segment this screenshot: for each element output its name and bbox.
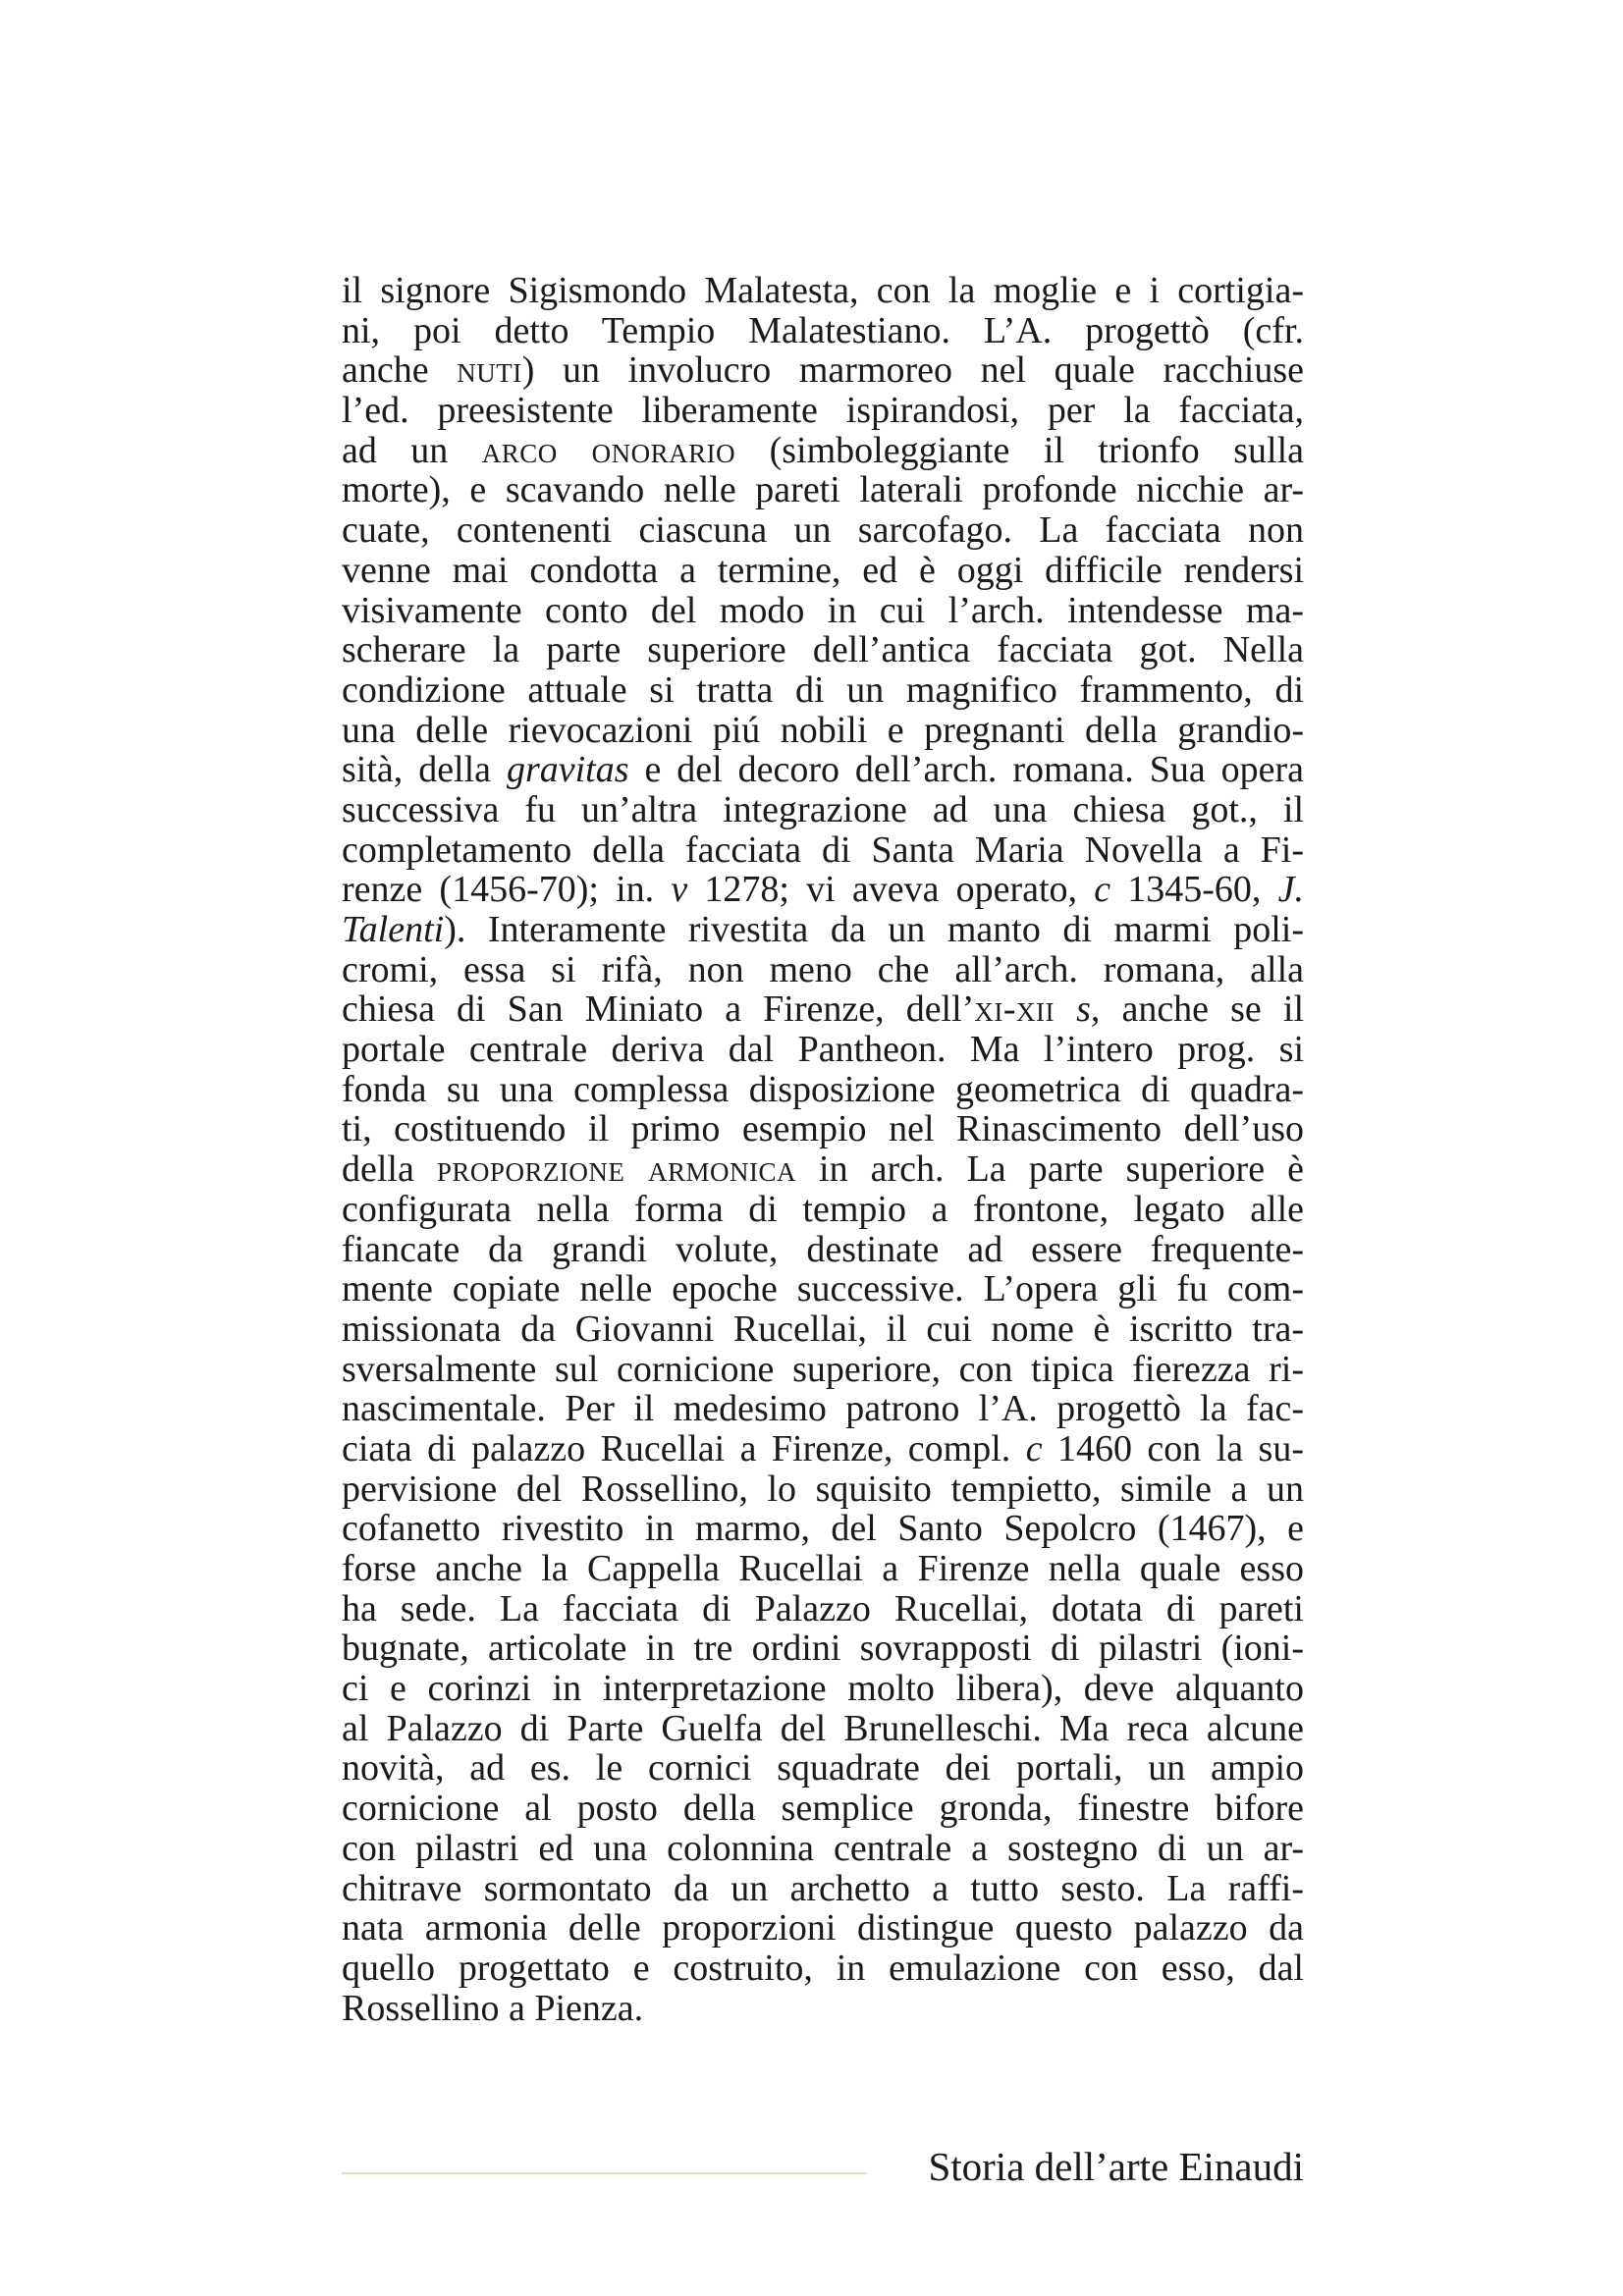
body-text <box>342 271 1304 2028</box>
text-segment: Rossellino a Pienza. <box>342 1987 644 2029</box>
text-segment: condizione attuale si tratta di un magnifico frammento, di <box>342 668 1304 711</box>
text-line <box>342 1190 1304 1230</box>
text-segment: novità, ad es. le cornici squadrate dei portali, un ampio <box>342 1747 1304 1789</box>
text-segment: l’ed. preesistente liberamente ispirandosi, per la facciata, <box>342 390 1304 432</box>
text-line <box>342 1149 1304 1190</box>
text-segment: sità, della <box>342 749 507 791</box>
text-segment: s <box>1076 988 1091 1031</box>
text-line <box>342 910 1304 950</box>
text-line <box>342 950 1304 990</box>
footer-rule <box>342 2172 867 2174</box>
text-segment: proporzione armonica <box>436 1148 796 1191</box>
footer-title: Storia dell’arte Einaudi <box>928 2144 1304 2189</box>
text-segment: della <box>342 1148 437 1191</box>
text-line <box>342 1109 1304 1149</box>
text-segment: ). Interamente rivestita da un manto di marmi poli- <box>444 909 1304 950</box>
text-segment: , anche se il <box>1090 988 1305 1031</box>
text-segment: (simboleggiante il trionfo sulla <box>735 429 1304 471</box>
text-line <box>342 870 1304 910</box>
text-line <box>342 1829 1304 1869</box>
text-line <box>342 1989 1304 2029</box>
text-line <box>342 510 1304 551</box>
text-line <box>342 1549 1304 1589</box>
text-segment: completamento della facciata di Santa Maria Novella a Fi- <box>342 828 1304 871</box>
text-segment: configurata nella forma di tempio a frontone, legato alle <box>342 1188 1304 1230</box>
text-segment: il signore Sigismondo Malatesta, con la moglie e i cortigia- <box>342 270 1304 311</box>
text-line <box>342 350 1304 391</box>
text-line <box>342 1789 1304 1829</box>
text-line <box>342 1589 1304 1629</box>
text-segment: una delle rievocazioni piú nobili e pregnanti della grandio- <box>342 709 1304 751</box>
text-line <box>342 790 1304 830</box>
text-segment: pervisione del Rossellino, lo squisito tempietto, simile a un <box>342 1468 1304 1510</box>
text-segment: v <box>671 869 688 911</box>
text-line <box>342 391 1304 431</box>
text-line <box>342 1309 1304 1350</box>
text-line <box>342 750 1304 790</box>
text-segment: 1278; vi aveva operato, <box>687 869 1095 911</box>
text-segment: gravitas <box>506 749 629 791</box>
text-segment: fonda su una complessa disposizione geometrica di quadra- <box>342 1068 1304 1110</box>
text-segment: venne mai condotta a termine, ed è oggi difficile rendersi <box>342 549 1304 591</box>
text-line <box>342 1269 1304 1309</box>
text-line <box>342 830 1304 871</box>
text-segment: ha sede. La facciata di Palazzo Rucellai, dotata di pareti <box>342 1587 1304 1629</box>
text-line <box>342 1429 1304 1469</box>
text-segment: 1345-60, <box>1110 869 1278 911</box>
text-line <box>342 711 1304 751</box>
text-segment: nata armonia delle proporzioni distingue questo palazzo da <box>342 1907 1304 1949</box>
text-segment: ciata di palazzo Rucellai a Firenze, compl. <box>342 1427 1026 1469</box>
text-line <box>342 1869 1304 1909</box>
text-segment: scherare la parte superiore dell’antica facciata got. Nella <box>342 629 1304 671</box>
text-segment: cuate, contenenti ciascuna un sarcofago. La facciata non <box>342 509 1304 552</box>
text-segment: visivamente conto del modo in cui l’arch. intendesse ma- <box>342 589 1304 631</box>
text-segment: sversalmente sul cornicione superiore, con tipica fierezza ri- <box>342 1348 1304 1390</box>
text-segment: cromi, essa si rifà, non meno che all’arch. romana, alla <box>342 948 1304 990</box>
text-segment: renze (1456-70); in. <box>342 869 672 911</box>
text-segment: mente copiate nelle epoche successive. L’opera gli fu com- <box>342 1268 1304 1310</box>
text-line <box>342 630 1304 670</box>
text-segment: quello progettato e costruito, in emulazione con esso, dal <box>342 1947 1304 1989</box>
text-line <box>342 1949 1304 1989</box>
text-segment: nascimentale. Per il medesimo patrono l’A. progettò la fac- <box>342 1388 1304 1430</box>
text-segment: Talenti <box>342 909 445 950</box>
text-segment: J. <box>1277 869 1304 911</box>
text-line <box>342 670 1304 711</box>
text-segment: e del decoro dell’arch. romana. Sua opera <box>628 749 1305 791</box>
text-line <box>342 551 1304 591</box>
text-line <box>342 1469 1304 1510</box>
text-segment: portale centrale deriva dal Pantheon. Ma l’intero prog. si <box>342 1029 1304 1071</box>
text-line <box>342 1748 1304 1789</box>
text-line <box>342 1629 1304 1669</box>
text-line <box>342 591 1304 631</box>
text-segment: fiancate da grandi volute, destinate ad essere frequente- <box>342 1228 1304 1270</box>
text-segment: in arch. La parte superiore è <box>795 1148 1304 1191</box>
text-segment: 1460 con la su- <box>1042 1427 1304 1469</box>
text-segment: ci e corinzi in interpretazione molto libera), deve alquanto <box>342 1668 1304 1710</box>
text-segment <box>1055 988 1076 1030</box>
text-segment: missionata da Giovanni Rucellai, il cui nome è iscritto tra- <box>342 1308 1304 1350</box>
text-segment: con pilastri ed una colonnina centrale a sostegno di un ar- <box>342 1827 1304 1869</box>
text-line <box>342 311 1304 351</box>
text-segment: cornicione al posto della semplice gronda, finestre bifore <box>342 1788 1304 1830</box>
text-segment: chiesa di San Miniato a Firenze, dell’ <box>342 988 975 1031</box>
text-line <box>342 1230 1304 1270</box>
text-segment: c <box>1094 869 1111 911</box>
text-line <box>342 271 1304 311</box>
text-line <box>342 1350 1304 1390</box>
text-segment: nuti <box>457 349 522 392</box>
text-segment: bugnate, articolate in tre ordini sovrapposti di pilastri (ioni- <box>342 1628 1304 1670</box>
text-segment: cofanetto rivestito in marmo, del Santo Sepolcro (1467), e <box>342 1508 1304 1550</box>
text-segment: xi-xii <box>974 988 1055 1031</box>
text-line <box>342 1709 1304 1749</box>
text-segment: ad un <box>342 429 482 471</box>
text-line <box>342 470 1304 510</box>
text-line <box>342 1908 1304 1949</box>
text-segment: c <box>1025 1427 1043 1469</box>
text-segment: chitrave sormontato da un archetto a tutto sesto. La raffi- <box>342 1867 1304 1909</box>
text-segment: anche <box>342 349 458 392</box>
text-line <box>342 1070 1304 1110</box>
text-line <box>342 1669 1304 1709</box>
text-segment: al Palazzo di Parte Guelfa del Brunelleschi. Ma reca alcune <box>342 1707 1304 1749</box>
text-segment: arco onorario <box>481 429 736 471</box>
text-line <box>342 431 1304 471</box>
text-line <box>342 1030 1304 1070</box>
text-segment: ti, costituendo il primo esempio nel Rinascimento dell’uso <box>342 1108 1304 1150</box>
text-segment: ) un involucro marmoreo nel quale racchiuse <box>521 349 1304 392</box>
text-line <box>342 1389 1304 1429</box>
text-line <box>342 1509 1304 1549</box>
text-segment: forse anche la Cappella Rucellai a Firenze nella quale esso <box>342 1548 1304 1589</box>
text-segment: morte), e scavando nelle pareti laterali profonde nicchie ar- <box>342 469 1304 511</box>
text-line <box>342 989 1304 1030</box>
text-segment: ni, poi detto Tempio Malatestiano. L’A. progettò (cfr. <box>342 309 1304 351</box>
text-segment: successiva fu un’altra integrazione ad una chiesa got., il <box>342 788 1304 830</box>
